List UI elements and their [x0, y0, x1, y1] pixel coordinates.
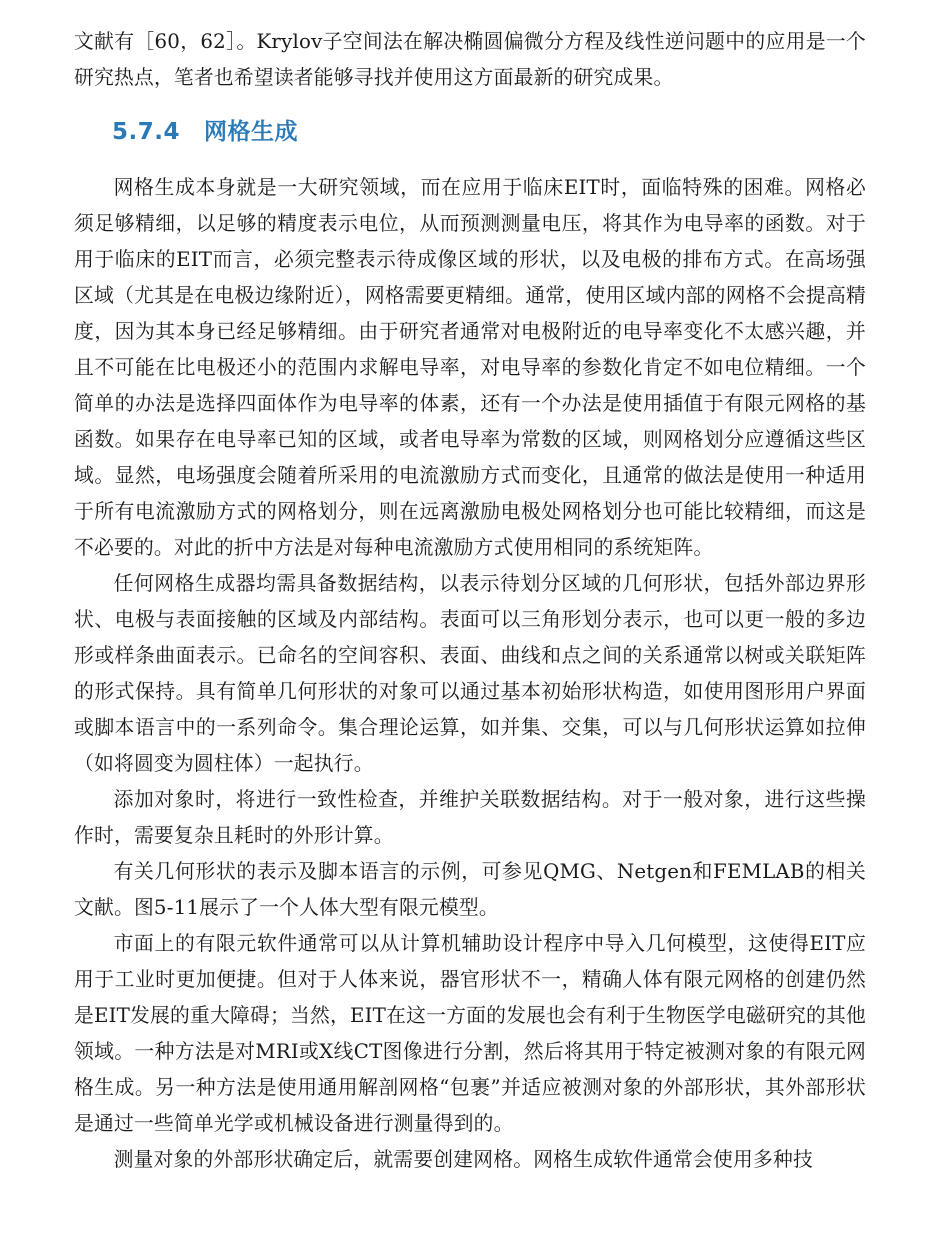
paragraph-consistency-check: 添加对象时，将进行一致性检查，并维护关联数据结构。对于一般对象，进行这些操作时，需要复杂且耗时的外形计算。	[74, 788, 866, 847]
paragraph-data-structures: 任何网格生成器均需具备数据结构，以表示待划分区域的几何形状，包括外部边界形状、电极与表面接触的区域及内部结构。表面可以三角形划分表示，也可以更一般的多边形或样条曲面表示。已命名的空间容积、表面、曲线和点之间的关系通常以树或关联矩阵的形式保持。具有简单几何形状的对象可以通过基本初始形状构造，如使用图形用户界面或脚本语言中的一系列命令。集合理论运算，如并集、交集，可以与几何形状运算如拉伸（如将圆变为圆柱体）一起执行。	[74, 572, 866, 775]
paragraph-mesh-generation-intro: 网格生成本身就是一大研究领域，而在应用于临床EIT时，面临特殊的困难。网格必须足够精细，以足够的精度表示电位，从而预测测量电压，将其作为电导率的函数。对于用于临床的EIT而言，必须完整表示待成像区域的形状，以及电极的排布方式。在高场强区域（尤其是在电极边缘附近），网格需要更精细。通常，使用区域内部的网格不会提高精度，因为其本身已经足够精细。由于研究者通常对电极附近的电导率变化不太感兴趣，并且不可能在比电极还小的范围内求解电导率，对电导率的参数化肯定不如电位精细。一个简单的办法是选择四面体作为电导率的体素，还有一个办法是使用插值于有限元网格的基函数。如果存在电导率已知的区域，或者电导率为常数的区域，则网格划分应遵循这些区域。显然，电场强度会随着所采用的电流激励方式而变化，且通常的做法是使用一种适用于所有电流激励方式的网格划分，则在远离激励电极处网格划分也可能比较精细，而这是不必要的。对此的折中方法是对每种电流激励方式使用相同的系统矩阵。	[74, 176, 866, 559]
paragraph-mesh-creation: 测量对象的外部形状确定后，就需要创建网格。网格生成软件通常会使用多种技	[113, 1148, 813, 1171]
document-page	[74, 24, 866, 1178]
section-title: 网格生成	[204, 119, 298, 145]
section-number: 5.7.4	[112, 119, 180, 145]
section-heading	[112, 112, 866, 152]
paragraph-geometry-examples: 有关几何形状的表示及脚本语言的示例，可参见QMG、Netgen和FEMLAB的相关文献。图5-11展示了一个人体大型有限元模型。	[74, 860, 866, 919]
paragraph-commercial-software: 市面上的有限元软件通常可以从计算机辅助设计程序中导入几何模型，这使得EIT应用于工业时更加便捷。但对于人体来说，器官形状不一，精确人体有限元网格的创建仍然是EIT发展的重大障碍；当然，EIT在这一方面的发展也会有利于生物医学电磁研究的其他领域。一种方法是对MRI或X线CT图像进行分割，然后将其用于特定被测对象的有限元网格生成。另一种方法是使用通用解剖网格“包裹”并适应被测对象的外部形状，其外部形状是通过一些简单光学或机械设备进行测量得到的。	[74, 932, 866, 1135]
continuation-paragraph: 文献有［60，62］。Krylov子空间法在解决椭圆偏微分方程及线性逆问题中的应用是一个研究热点，笔者也希望读者能够寻找并使用这方面最新的研究成果。	[74, 30, 866, 89]
